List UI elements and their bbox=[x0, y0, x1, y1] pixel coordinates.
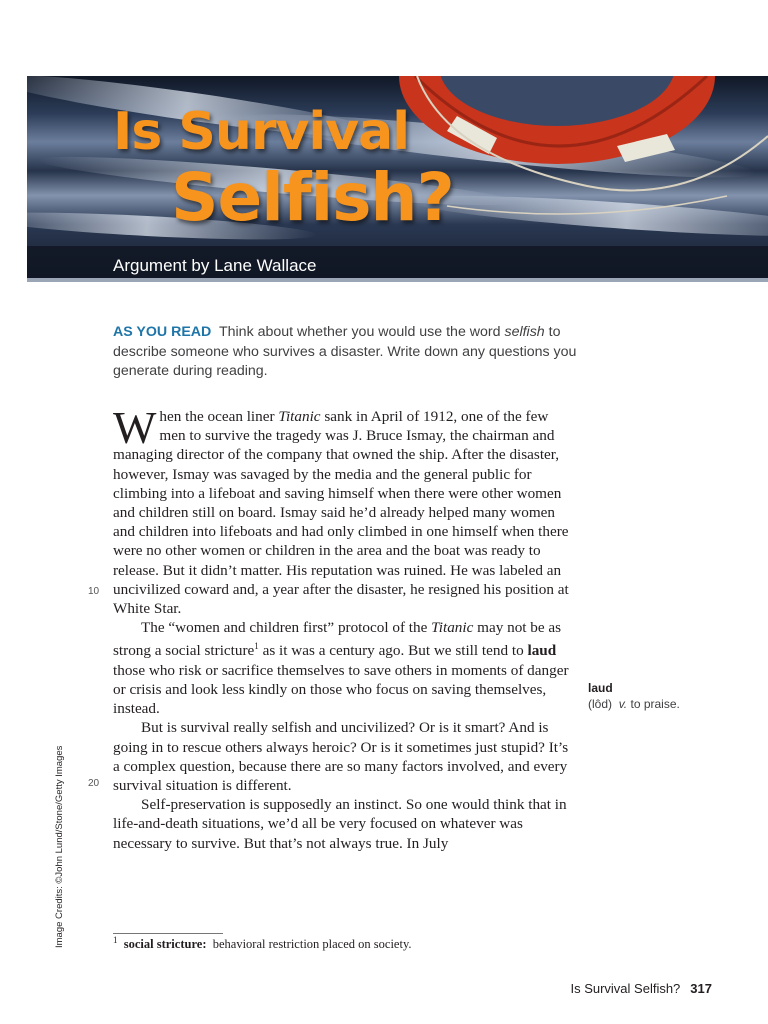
p1-text-a: hen the ocean liner bbox=[159, 408, 279, 425]
byline: Argument by Lane Wallace bbox=[113, 256, 317, 275]
as-you-read-box bbox=[113, 323, 583, 382]
gloss-pos: v. bbox=[618, 697, 628, 711]
footnote-definition: behavioral restriction placed on society. bbox=[212, 937, 412, 952]
paragraph-3: But is survival really selfish and uncivilized? Or is it smart? And is going in to rescue others always heroic? Or is it sometimes just stupid? It’s a complex question, because there are so many factors involved, and every survival situation is different. bbox=[113, 719, 569, 794]
article-body bbox=[113, 402, 573, 853]
as-you-read-text-1: Think about whether you would use the word bbox=[218, 324, 505, 340]
p1-italic: Titanic bbox=[278, 408, 321, 425]
running-title: Is Survival Selfish? bbox=[570, 981, 681, 996]
line-number-20: 20 bbox=[88, 778, 100, 789]
gloss-word: laud bbox=[588, 681, 613, 695]
p2-text-a: The “women and children first” protocol of the bbox=[141, 619, 432, 637]
footnote-ref[interactable]: 1 bbox=[254, 641, 259, 652]
p2-text-c: as it was a century ago. But we still tend to bbox=[258, 642, 528, 660]
paragraph-2 bbox=[113, 618, 573, 718]
paragraph-4: Self-preservation is supposedly an instinct. So one would think that in life-and-death situations, we’d all be very focused on whatever was necessary to survive. But that’s not always true. In July bbox=[113, 796, 567, 852]
line-number-10: 10 bbox=[88, 586, 100, 597]
p2-text-d: those who risk or sacrifice themselves to save others in moments of danger or crisis and look less kindly on those who focus on saving themselves, instead. bbox=[113, 661, 569, 718]
footnote-marker: 1 bbox=[113, 935, 118, 945]
footnote bbox=[113, 935, 412, 952]
vocab-word-laud[interactable]: laud bbox=[527, 642, 557, 660]
page-number: 317 bbox=[690, 981, 712, 996]
footnote-rule bbox=[113, 933, 223, 934]
p2-text-b: may not be as strong a social stricture bbox=[113, 619, 562, 660]
as-you-read-label: AS YOU READ bbox=[113, 324, 212, 340]
title-line-2: Selfish? bbox=[171, 159, 454, 236]
gloss-definition-line bbox=[588, 696, 680, 712]
as-you-read-text-2: to describe someone who survives a disaster. Write down any questions you generate during reading. bbox=[113, 324, 577, 379]
title-line-1: Is Survival bbox=[113, 102, 410, 162]
drop-cap: W bbox=[113, 402, 157, 453]
gloss-pronunciation: (lôd) bbox=[588, 697, 613, 711]
p1-text-b: sank in April of 1912, one of the few men to survive the tragedy was J. Bruce Ismay, the chairman and managing director of the company that owned the ship. After the disaster, however, Ismay was savaged by the media and the general public for climbing into a lifeboat and saving himself when there were other women and children still on board. Ismay said he’d already helped many women and children into lifeboats and had only climbed in one himself when there were no other women or children in the area and the boat was ready to release. But it didn’t matter. His reputation was ruined. He was labeled an uncivilized coward and, a year after the disaster, he resigned his position at White Star. bbox=[113, 408, 569, 618]
page-footer bbox=[570, 981, 712, 996]
footnote-term: social stricture: bbox=[123, 937, 207, 952]
paragraph-1 bbox=[113, 402, 573, 618]
gloss-definition: to praise. bbox=[630, 697, 680, 711]
as-you-read-italic: selfish bbox=[504, 324, 545, 340]
p2-italic: Titanic bbox=[431, 619, 474, 637]
vocab-gloss bbox=[588, 680, 680, 712]
image-credit: Image Credits: ©John Lund/Stone/Getty Images bbox=[54, 745, 65, 948]
title-banner bbox=[27, 76, 768, 282]
